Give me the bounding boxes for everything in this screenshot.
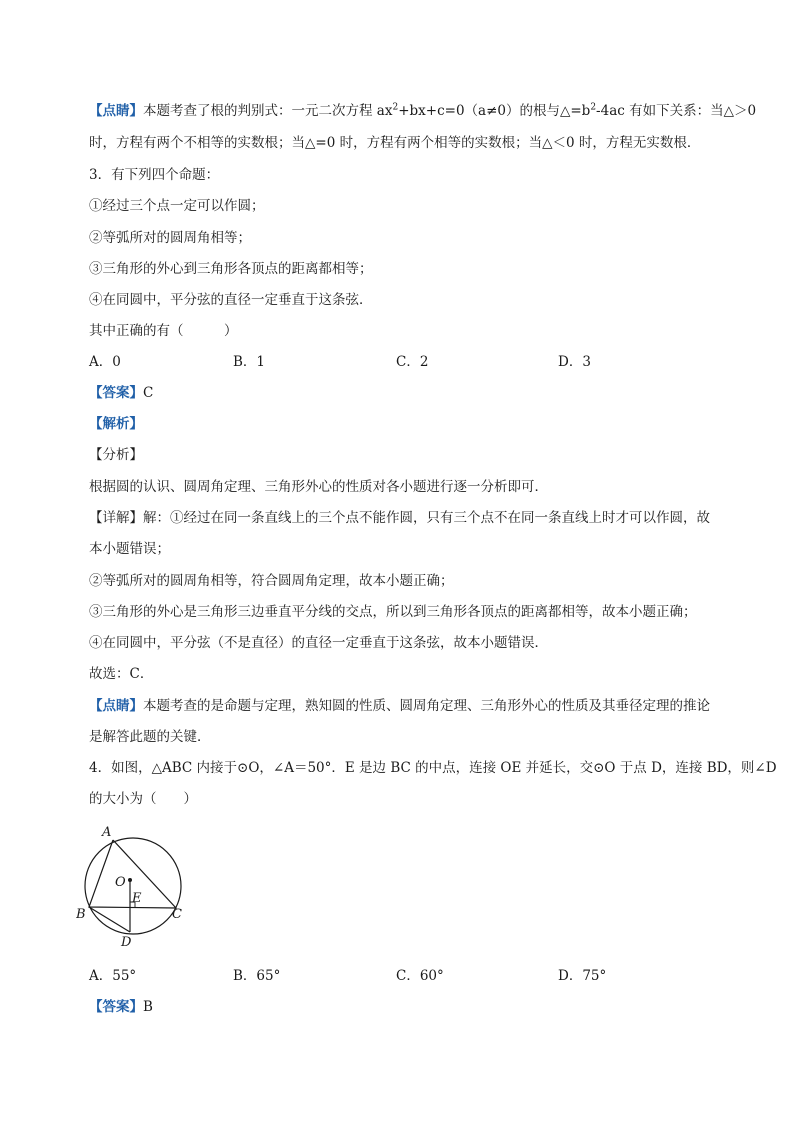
q3-jiexi — [89, 414, 143, 434]
q4-option-b: B．65° — [233, 968, 281, 984]
q3-answer — [89, 383, 153, 403]
dianjing-tag-q3: 【点睛】 — [89, 698, 143, 714]
q3-xiangjie-1: 【详解】解：①经过在同一条直线上的三个点不能作圆，只有三个点不在同一条直线上时才可以作圆，故 — [89, 510, 710, 526]
q3-dianjing-2: 是解答此题的关键． — [89, 729, 211, 745]
jiexi-tag: 【解析】 — [89, 416, 143, 432]
label-o: O — [115, 875, 126, 890]
q3-xiangjie-4: ③三角形的外心是三角形三边垂直平分线的交点，所以到三角形各顶点的距离都相等，故本小题正确； — [89, 604, 697, 620]
answer-value: C — [143, 385, 154, 401]
answer-tag-q4: 【答案】 — [89, 999, 143, 1015]
q3-option-c: C．2 — [396, 354, 429, 370]
q3-option-d: D．3 — [558, 354, 591, 370]
q3-prop-4: ④在同圆中，平分弦的直径一定垂直于这条弦． — [89, 292, 373, 308]
q3-xiangjie-5: ④在同圆中，平分弦（不是直径）的直径一定垂直于这条弦，故本小题错误． — [89, 635, 548, 651]
dianjing-line-2: 时，方程有两个不相等的实数根；当△=0 时，方程有两个相等的实数根；当△＜0 时，方程无实数根． — [89, 135, 701, 151]
q4-option-c: C．60° — [396, 968, 444, 984]
label-c: C — [172, 907, 182, 922]
q4-stem-2: 的大小为（ ） — [89, 791, 197, 807]
q3-stem: 3．有下列四个命题： — [89, 167, 220, 183]
q3-prop-1: ①经过三个点一定可以作圆； — [89, 198, 265, 214]
label-b: B — [76, 907, 86, 922]
label-d: D — [121, 935, 132, 950]
answer-value-q4: B — [143, 999, 153, 1015]
q4-figure-circle-triangle — [76, 822, 186, 950]
answer-tag: 【答案】 — [89, 385, 143, 401]
fenxi-tag: 【分析】 — [89, 447, 143, 463]
q4-answer — [89, 997, 153, 1017]
dianjing-line-1: 【点睛】本题考查了根的判别式：一元二次方程 $ax^2+bx+c=0(a\ne 0)$的根与$\triangle=b^2-4ac$ 有如下关系：当△＞0 — [89, 102, 757, 119]
q4-stem-1: 4．如图，△ABC 内接于⊙O，∠A＝50°．E 是边 BC 的中点，连接 OE 并延长，交⊙O 于点 D，连接 BD，则∠D — [89, 760, 777, 776]
q3-fenxi: 根据圆的认识、圆周角定理、三角形外心的性质对各小题进行逐一分析即可． — [89, 479, 548, 495]
q3-ask: 其中正确的有（ ） — [89, 323, 238, 339]
xiangjie-tag: 【详解】 — [89, 510, 143, 526]
q3-option-a: A．0 — [89, 354, 121, 370]
q3-prop-2: ②等弧所对的圆周角相等； — [89, 230, 251, 246]
q3-xuan: 故选：C． — [89, 666, 154, 682]
dianjing-tag: 【点睛】 — [89, 103, 143, 119]
q3-option-b: B．1 — [233, 354, 266, 370]
label-a: A — [102, 825, 112, 840]
q4-option-a: A．55° — [89, 968, 137, 984]
q3-fenxi-tag-line — [89, 445, 143, 465]
q3-xiangjie-3: ②等弧所对的圆周角相等，符合圆周角定理，故本小题正确； — [89, 573, 454, 589]
center-point — [128, 878, 132, 882]
q4-option-d: D．75° — [558, 968, 607, 984]
circle-o — [85, 838, 181, 934]
label-e: E — [132, 891, 142, 906]
q3-prop-3: ③三角形的外心到三角形各顶点的距离都相等； — [89, 261, 373, 277]
q3-dianjing-1: 【点睛】本题考查的是命题与定理，熟知圆的性质、圆周角定理、三角形外心的性质及其垂径定理的推论 — [89, 698, 710, 714]
q3-xiangjie-2: 本小题错误； — [89, 541, 170, 557]
